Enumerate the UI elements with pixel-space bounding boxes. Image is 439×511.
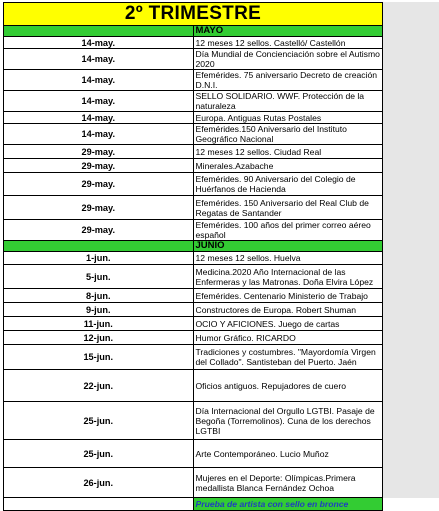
date-cell: 29-may. bbox=[4, 145, 194, 159]
date-cell: 11-jun. bbox=[4, 317, 194, 331]
table-row bbox=[4, 289, 383, 303]
date-cell: 29-may. bbox=[4, 220, 194, 241]
description-cell: SELLO SOLIDARIO. WWF. Protección de la naturaleza bbox=[193, 91, 383, 112]
description-cell: 12 meses 12 sellos. Castelló/ Castellón bbox=[193, 37, 383, 49]
table-row bbox=[4, 317, 383, 331]
table-row bbox=[4, 173, 383, 196]
month-header-row bbox=[4, 26, 383, 37]
date-cell: 12-jun. bbox=[4, 331, 194, 345]
table-row bbox=[4, 91, 383, 112]
description-cell: Medicina.2020 Año Internacional de las Enfermeras y las Matronas. Doña Elvira López bbox=[193, 265, 383, 289]
month-header: JUNIO bbox=[193, 241, 383, 252]
table-row bbox=[4, 402, 383, 440]
description-cell: Efemérides. 90 Aniversario del Colegio de Huérfanos de Hacienda bbox=[193, 173, 383, 196]
month-header: MAYO bbox=[193, 26, 383, 37]
table-row bbox=[4, 159, 383, 173]
table-row bbox=[4, 220, 383, 241]
description-cell: Efemérides. Centenario Ministerio de Trabajo bbox=[193, 289, 383, 303]
description-cell: Humor Gráfico. RICARDO bbox=[193, 331, 383, 345]
date-cell: 1-jun. bbox=[4, 252, 194, 265]
table-row bbox=[4, 370, 383, 402]
description-cell: Constructores de Europa. Robert Shuman bbox=[193, 303, 383, 317]
right-margin-band bbox=[383, 2, 439, 498]
date-cell: 22-jun. bbox=[4, 370, 194, 402]
description-cell: Día Internacional del Orgullo LGTBI. Pasaje de Begoña (Torremolinos). Cuna de los derechos LGTBI bbox=[193, 402, 383, 440]
month-header-spacer bbox=[4, 241, 194, 252]
date-cell: 14-may. bbox=[4, 49, 194, 70]
table-row bbox=[4, 37, 383, 49]
description-cell: Mujeres en el Deporte: Olímpicas.Primera medallista Blanca Fernández Ochoa bbox=[193, 468, 383, 498]
date-cell: 14-may. bbox=[4, 112, 194, 124]
date-cell: 29-may. bbox=[4, 173, 194, 196]
footer-row bbox=[4, 498, 383, 511]
table-row bbox=[4, 440, 383, 468]
date-cell: 5-jun. bbox=[4, 265, 194, 289]
description-cell: Arte Contemporáneo. Lucio Muñoz bbox=[193, 440, 383, 468]
month-header-row bbox=[4, 241, 383, 252]
title-row bbox=[4, 3, 383, 26]
date-cell: 26-jun. bbox=[4, 468, 194, 498]
table-row bbox=[4, 49, 383, 70]
date-cell: 15-jun. bbox=[4, 345, 194, 370]
description-cell: Europa. Antiguas Rutas Postales bbox=[193, 112, 383, 124]
description-cell: Oficios antiguos. Repujadores de cuero bbox=[193, 370, 383, 402]
date-cell: 14-may. bbox=[4, 70, 194, 91]
table-row bbox=[4, 303, 383, 317]
table-row bbox=[4, 145, 383, 159]
table-row bbox=[4, 345, 383, 370]
date-cell: 25-jun. bbox=[4, 440, 194, 468]
footer-spacer bbox=[4, 498, 194, 511]
date-cell: 29-may. bbox=[4, 159, 194, 173]
date-cell: 14-may. bbox=[4, 124, 194, 145]
date-cell: 14-may. bbox=[4, 37, 194, 49]
stamp-schedule-table bbox=[3, 2, 383, 511]
description-cell: Día Mundial de Concienciación sobre el Autismo 2020 bbox=[193, 49, 383, 70]
date-cell: 14-may. bbox=[4, 91, 194, 112]
description-cell: Efemérides. 75 aniversario Decreto de creación D.N.I. bbox=[193, 70, 383, 91]
table-row bbox=[4, 124, 383, 145]
table-row bbox=[4, 331, 383, 345]
description-cell: OCIO Y AFICIONES. Juego de cartas bbox=[193, 317, 383, 331]
schedule-sheet bbox=[3, 2, 383, 511]
sheet-title: 2º TRIMESTRE bbox=[4, 3, 383, 26]
date-cell: 25-jun. bbox=[4, 402, 194, 440]
table-row bbox=[4, 112, 383, 124]
description-cell: Efemérides.150 Aniversario del Instituto Geográfico Nacional bbox=[193, 124, 383, 145]
date-cell: 8-jun. bbox=[4, 289, 194, 303]
footer-note: Prueba de artista con sello en bronce bbox=[193, 498, 383, 511]
description-cell: 12 meses 12 sellos. Ciudad Real bbox=[193, 145, 383, 159]
description-cell: Efemérides. 100 años del primer correo aéreo español bbox=[193, 220, 383, 241]
description-cell: Tradiciones y costumbres. "Mayordomía Virgen del Collado". Santisteban del Puerto. Jaén bbox=[193, 345, 383, 370]
date-cell: 9-jun. bbox=[4, 303, 194, 317]
description-cell: 12 meses 12 sellos. Huelva bbox=[193, 252, 383, 265]
month-header-spacer bbox=[4, 26, 194, 37]
table-row bbox=[4, 252, 383, 265]
date-cell: 29-may. bbox=[4, 196, 194, 220]
table-row bbox=[4, 468, 383, 498]
table-row bbox=[4, 196, 383, 220]
description-cell: Efemérides. 150 Aniversario del Real Club de Regatas de Santander bbox=[193, 196, 383, 220]
description-cell: Minerales.Azabache bbox=[193, 159, 383, 173]
table-row bbox=[4, 70, 383, 91]
table-row bbox=[4, 265, 383, 289]
